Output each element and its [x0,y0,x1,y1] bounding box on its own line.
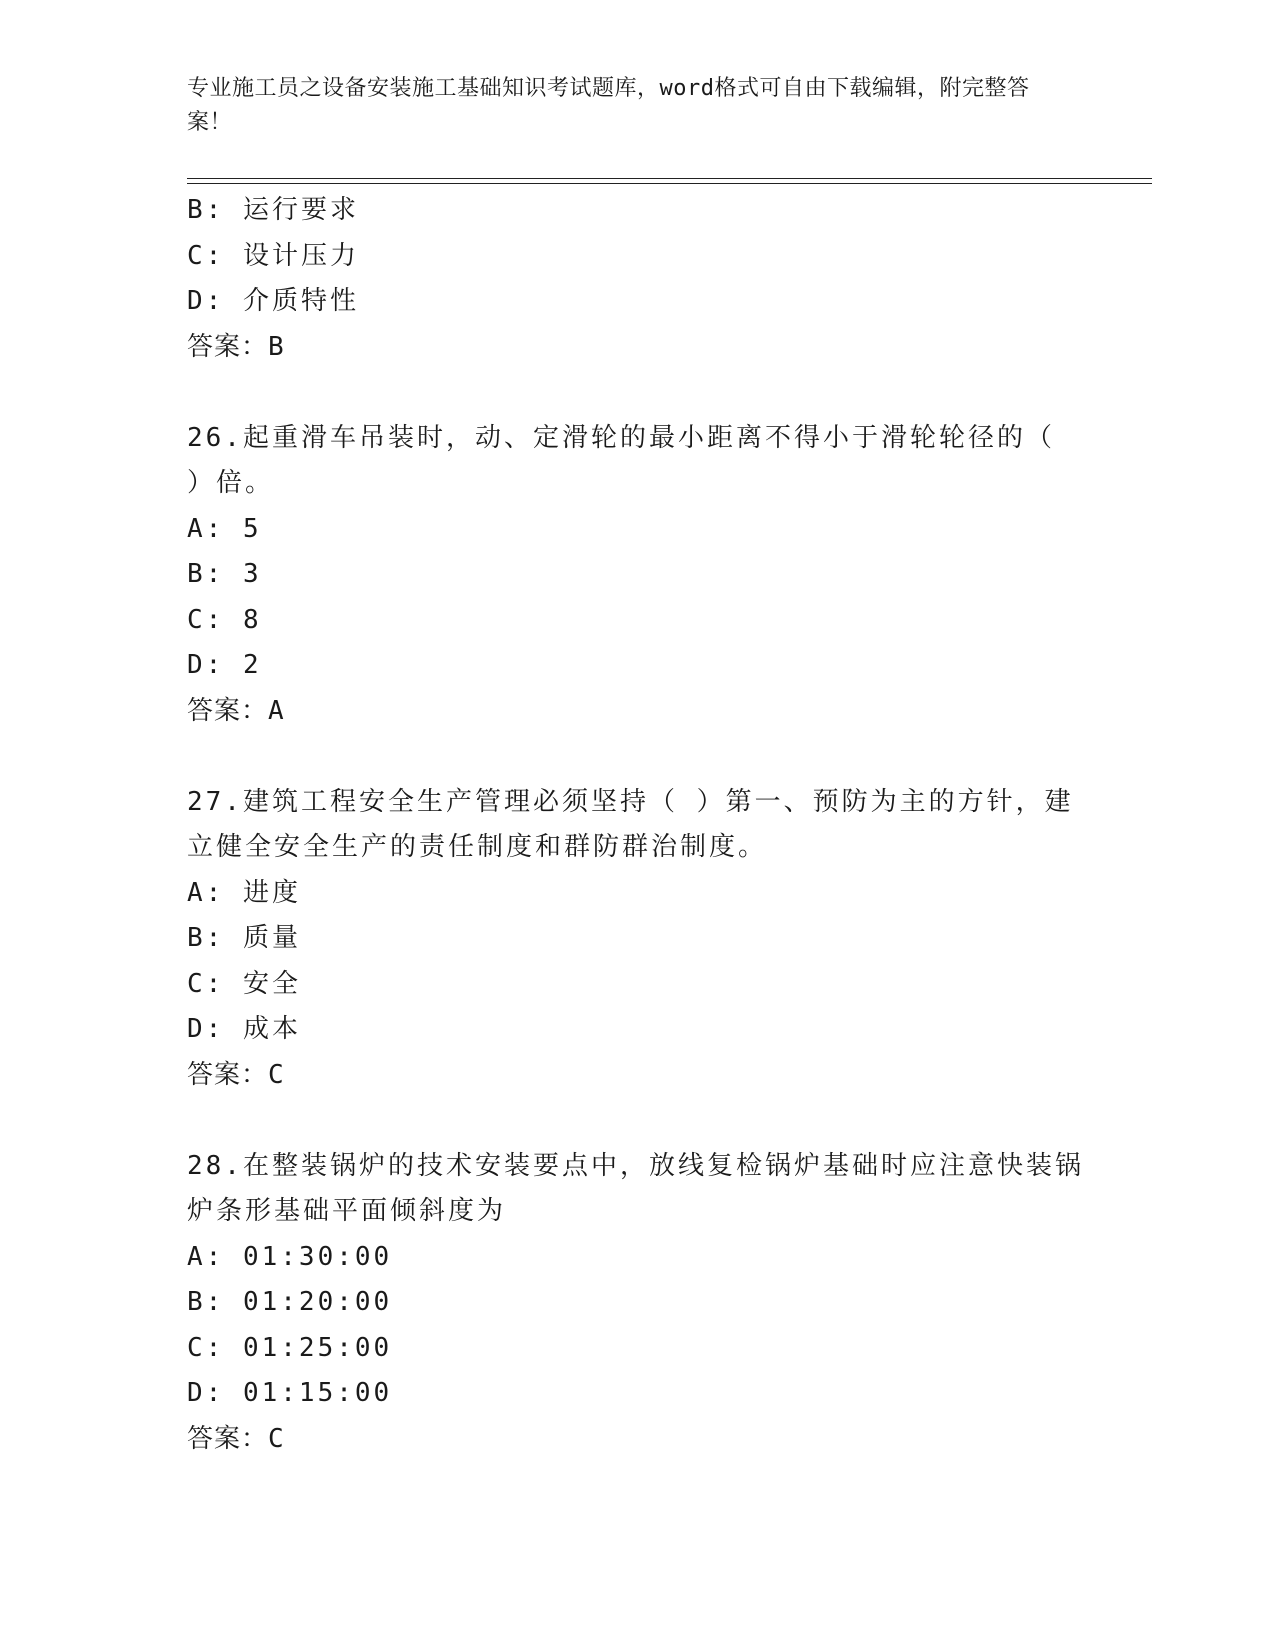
document-header: 专业施工员之设备安装施工基础知识考试题库，word格式可自由下载编辑，附完整答案！ [187,76,1030,135]
option-line: C: 安全 [187,968,301,999]
option-line: B: 3 [187,559,262,589]
paragraph-gap [187,1098,1087,1144]
paragraph-gap [187,734,1087,780]
header-rule-bottom [187,183,1152,184]
paragraph-gap [187,370,1087,416]
answer-line: 答案：B [187,331,285,362]
question-text-line: 立健全安全生产的责任制度和群防群治制度。 [187,832,768,862]
option-line: B: 01:20:00 [187,1287,393,1317]
option-line: A: 5 [187,513,262,544]
question-text-line: ）倍。 [187,468,275,498]
answer-line: 答案：C [187,1423,285,1454]
question-text-line: 26.起重滑车吊装时，动、定滑轮的最小距离不得小于滑轮轮径的（ [187,422,1055,453]
option-line: C: 01:25:00 [187,1332,393,1363]
option-line: B: 运行要求 [187,195,359,225]
option-line: A: 进度 [187,877,301,908]
question-text-line: 27.建筑工程安全生产管理必须坚持（ ）第一、预防为主的方针，建 [187,786,1074,817]
answer-line: 答案：C [187,1059,285,1090]
header-rule-top [187,178,1152,179]
question-list [187,188,1087,1462]
option-line: D: 介质特性 [187,286,359,316]
option-line: C: 设计压力 [187,240,359,271]
question-text-line: 28.在整装锅炉的技术安装要点中，放线复检锅炉基础时应注意快装锅 [187,1150,1084,1181]
option-line: C: 8 [187,604,262,635]
option-line: D: 01:15:00 [187,1378,393,1408]
option-line: D: 成本 [187,1014,301,1044]
question-text-line: 炉条形基础平面倾斜度为 [187,1196,507,1226]
option-line: A: 01:30:00 [187,1241,393,1272]
option-line: B: 质量 [187,923,301,953]
option-line: D: 2 [187,650,262,680]
answer-line: 答案：A [187,695,285,726]
